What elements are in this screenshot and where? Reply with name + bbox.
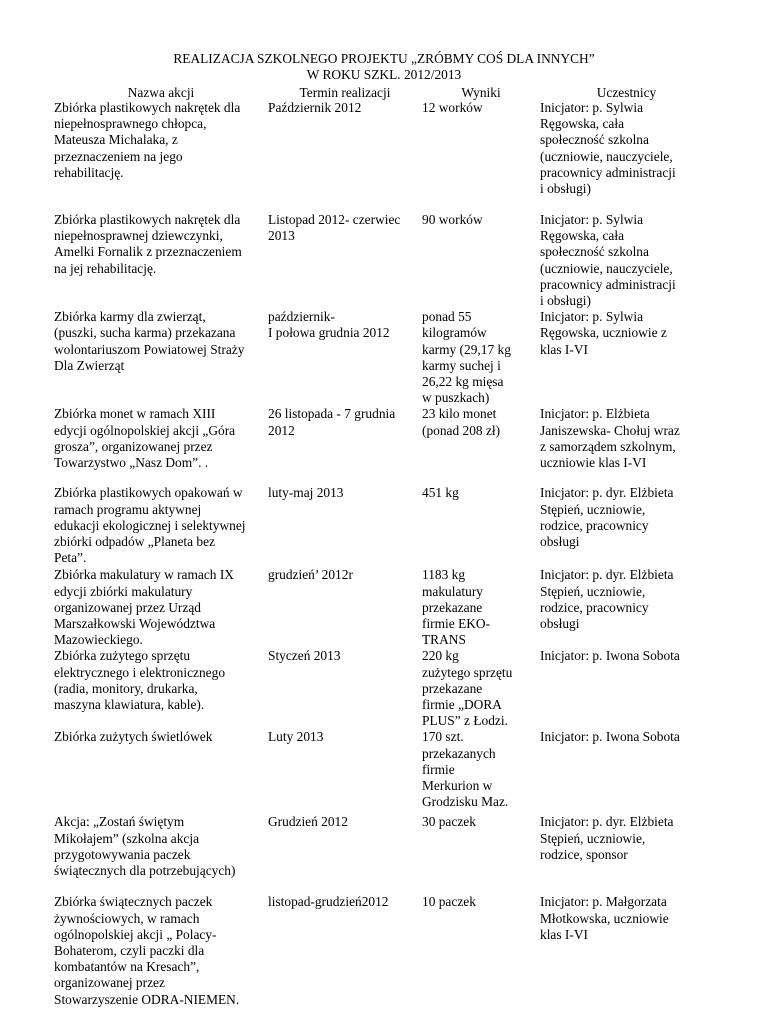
cell-date: Grudzień 2012 bbox=[268, 814, 348, 830]
cell-participants: Inicjator: p. Małgorzata Młotkowska, uczniowie klas I-VI bbox=[540, 894, 669, 942]
table-row bbox=[54, 729, 713, 814]
table-row bbox=[54, 100, 713, 212]
cell-action: Zbiórka świątecznych paczek żywnościowych, w ramach ogólnopolskiej akcji „ Polacy- Bohaterom, czyli paczki dla kombatantów na Kresach”, organizowanej przez Stowarzyszenie ODRA-NIEMEN. bbox=[54, 894, 240, 1007]
cell-date: listopad-grudzień2012 bbox=[268, 894, 389, 910]
projects-table bbox=[54, 86, 713, 1012]
table-row bbox=[54, 309, 713, 406]
cell-participants: Inicjator: p. Sylwia Ręgowska, uczniowie z klas I-VI bbox=[540, 309, 667, 357]
cell-participants: Inicjator: p. Elżbieta Janiszewska- Chołuj wraz z samorządem szkolnym, uczniowie klas I-VI bbox=[540, 406, 680, 471]
document-subtitle: W ROKU SZKL. 2012/2013 bbox=[306, 67, 462, 82]
cell-participants: Inicjator: p. Iwona Sobota bbox=[540, 648, 680, 664]
cell-action: Zbiórka zużytych świetlówek bbox=[54, 729, 213, 745]
table-row bbox=[54, 485, 713, 567]
table-row bbox=[54, 567, 713, 648]
cell-action: Zbiórka plastikowych nakrętek dla niepełnosprawnego chłopca, Mateusza Michalaka, z przeznaczeniem na jego rehabilitację. bbox=[54, 100, 241, 180]
cell-result: 1183 kg makulatury przekazane firmie EKO- TRANS bbox=[422, 567, 491, 648]
table-row bbox=[54, 406, 713, 485]
header-participants: Uczestnicy bbox=[596, 86, 657, 100]
document-title: REALIZACJA SZKOLNEGO PROJEKTU „ZRÓBMY COŚ DLA INNYCH” bbox=[173, 51, 595, 66]
cell-participants: Inicjator: p. dyr. Elżbieta Stępień, uczniowie, rodzice, pracownicy obsługi bbox=[540, 567, 674, 632]
cell-action: Zbiórka plastikowych opakowań w ramach programu aktywnej edukacji ekologicznej i selektywnej zbiórki odpadów „Planeta bez Peta”. bbox=[54, 485, 246, 566]
cell-date: 26 listopada - 7 grudnia 2012 bbox=[268, 406, 396, 438]
cell-result: 90 worków bbox=[422, 212, 483, 227]
cell-result: 220 kg zużytego sprzętu przekazane firmie „DORA PLUS” z Łodzi. bbox=[422, 648, 513, 729]
cell-result: 23 kilo monet (ponad 208 zł) bbox=[422, 406, 501, 438]
cell-participants: Inicjator: p. dyr. Elżbieta Stępień, uczniowie, rodzice, pracownicy obsługi bbox=[540, 485, 674, 550]
cell-date: Styczeń 2013 bbox=[268, 648, 341, 664]
cell-result: 30 paczek bbox=[422, 814, 476, 830]
table-row bbox=[54, 894, 713, 1012]
header-action-name: Nazwa akcji bbox=[127, 86, 195, 100]
cell-result: 10 paczek bbox=[422, 894, 476, 910]
table-row bbox=[54, 648, 713, 729]
cell-result: 170 szt. przekazanych firmie Merkurion w Grodzisku Maz. bbox=[422, 729, 509, 810]
cell-action: Zbiórka monet w ramach XIII edycji ogólnopolskiej akcji „Góra grosza”, organizowanej przez Towarzystwo „Nasz Dom”. . bbox=[54, 406, 236, 471]
cell-action: Zbiórka zużytego sprzętu elektrycznego i elektronicznego (radia, monitory, drukarka, maszyna klawiatura, kable). bbox=[54, 648, 226, 713]
header-results: Wyniki bbox=[461, 86, 501, 100]
cell-date: Listopad 2012- czerwiec 2013 bbox=[268, 212, 401, 244]
cell-participants: Inicjator: p. dyr. Elżbieta Stępień, uczniowie, rodzice, sponsor bbox=[540, 814, 674, 862]
cell-date: październik- I połowa grudnia 2012 bbox=[268, 309, 390, 341]
cell-action: Zbiórka plastikowych nakrętek dla niepełnosprawnej dziewczynki, Amelki Fornalik z przeznaczeniem na jej rehabilitację. bbox=[54, 212, 242, 276]
table-row bbox=[54, 814, 713, 894]
table-row bbox=[54, 212, 713, 309]
cell-result: 12 worków bbox=[422, 100, 483, 115]
cell-participants: Inicjator: p. Sylwia Ręgowska, cała społeczność szkolna (uczniowie, nauczyciele, pracownicy administracji i obsługi) bbox=[540, 212, 676, 309]
cell-date: Luty 2013 bbox=[268, 729, 324, 745]
cell-date: luty-maj 2013 bbox=[268, 485, 344, 501]
header-date: Termin realizacji bbox=[299, 86, 391, 100]
cell-action: Akcja: „Zostań świętym Mikołajem” (szkolna akcja przygotowywania paczek świątecznych dla potrzebujących) bbox=[54, 814, 236, 879]
cell-participants: Inicjator: p. Sylwia Ręgowska, cała społeczność szkolna (uczniowie, nauczyciele, pracownicy administracji i obsługi) bbox=[540, 100, 676, 197]
cell-date: Październik 2012 bbox=[268, 100, 362, 115]
cell-date: grudzień’ 2012r bbox=[268, 567, 353, 583]
cell-result: ponad 55 kilogramów karmy (29,17 kg karmy suchej i 26,22 kg mięsa w puszkach) bbox=[422, 309, 511, 406]
cell-participants: Inicjator: p. Iwona Sobota bbox=[540, 729, 680, 745]
cell-result: 451 kg bbox=[422, 485, 459, 501]
cell-action: Zbiórka makulatury w ramach IX edycji zbiórki makulatury organizowanej przez Urząd Marszałkowski Województwa Mazowieckiego. bbox=[54, 567, 234, 648]
cell-action: Zbiórka karmy dla zwierząt, (puszki, sucha karma) przekazana wolontariuszom Powiatowej Straży Dla Zwierząt bbox=[54, 309, 245, 373]
table-header-row bbox=[54, 86, 713, 100]
